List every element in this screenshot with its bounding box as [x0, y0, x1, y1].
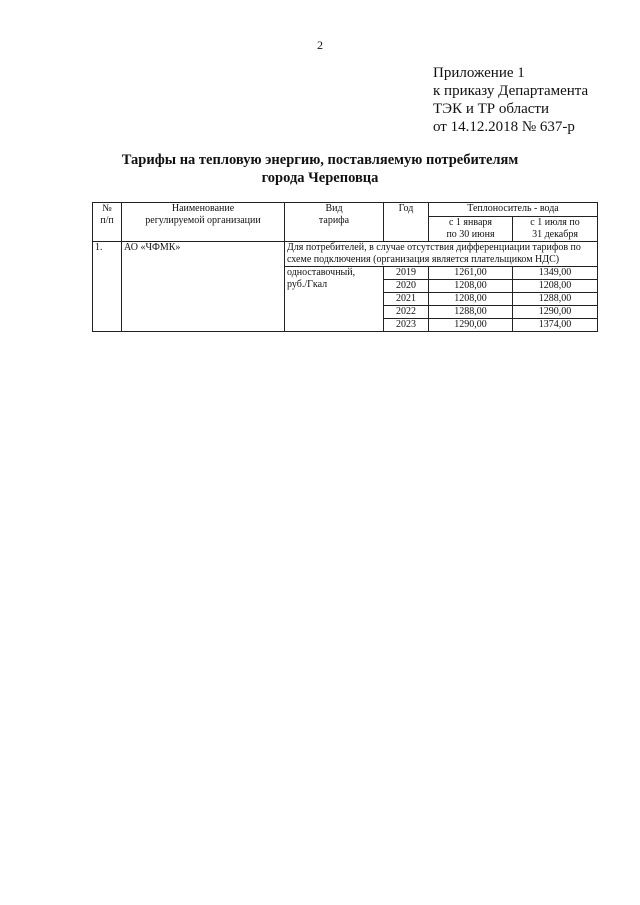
- header-number-line-2: п/п: [100, 215, 114, 226]
- table-header-row-1: [93, 203, 598, 217]
- cell-organization: АО «ЧФМК»: [122, 242, 285, 332]
- header-tariff-type-line-1: Вид: [325, 203, 343, 214]
- appendix-block: [433, 64, 588, 136]
- cell-tariff-second-half: 1374,00: [513, 319, 598, 332]
- tariff-type-line-2: руб./Гкал: [287, 279, 328, 290]
- cell-tariff-second-half: 1290,00: [513, 306, 598, 319]
- header-tariff-type-line-2: тарифа: [318, 215, 350, 226]
- header-first-half: [429, 217, 513, 242]
- appendix-line-3: ТЭК и ТР области: [433, 101, 549, 117]
- header-organization: [122, 203, 285, 242]
- cell-tariff-second-half: 1288,00: [513, 293, 598, 306]
- cell-tariff-first-half: 1261,00: [429, 267, 513, 280]
- cell-tariff-first-half: 1208,00: [429, 293, 513, 306]
- cell-tariff-second-half: 1349,00: [513, 267, 598, 280]
- cell-tariff-first-half: 1290,00: [429, 319, 513, 332]
- cell-year: 2020: [384, 280, 429, 293]
- cell-year: 2022: [384, 306, 429, 319]
- header-organization-line-1: Наименование: [171, 203, 235, 214]
- tariff-table: [92, 202, 598, 332]
- cell-year: 2019: [384, 267, 429, 280]
- cell-tariff-first-half: 1288,00: [429, 306, 513, 319]
- header-second-half: [513, 217, 598, 242]
- header-tariff-type: [285, 203, 384, 242]
- header-first-half-line-2: по 30 июня: [446, 229, 495, 240]
- page-number: 2: [317, 38, 323, 52]
- header-year: Год: [384, 203, 429, 242]
- cell-tariff-first-half: 1208,00: [429, 280, 513, 293]
- header-number-line-1: №: [102, 203, 112, 214]
- header-heat-carrier: Теплоноситель - вода: [429, 203, 598, 217]
- cell-year: 2023: [384, 319, 429, 332]
- cell-consumer-note: Для потребителей, в случае отсутствия дифференциации тарифов по схеме подключения (организация является плательщиком НДС): [285, 242, 598, 267]
- header-number: [93, 203, 122, 242]
- header-second-half-line-2: 31 декабря: [532, 229, 578, 240]
- cell-tariff-second-half: 1208,00: [513, 280, 598, 293]
- appendix-line-2: к приказу Департамента: [433, 83, 589, 99]
- title-line-1: Тарифы на тепловую энергию, поставляемую потребителям: [121, 152, 519, 168]
- tariff-type-line-1: одноставочный,: [287, 267, 356, 278]
- title-line-2: города Череповца: [261, 170, 379, 186]
- table-row-note: [93, 242, 598, 267]
- header-first-half-line-1: с 1 января: [448, 217, 493, 228]
- cell-year: 2021: [384, 293, 429, 306]
- header-second-half-line-1: с 1 июля по: [530, 217, 580, 228]
- document-title: [0, 151, 640, 187]
- cell-row-number: 1.: [93, 242, 122, 332]
- appendix-line-4: от 14.12.2018 № 637-р: [433, 119, 575, 135]
- appendix-line-1: Приложение 1: [433, 65, 525, 81]
- header-organization-line-2: регулируемой организации: [145, 215, 261, 226]
- cell-tariff-type: [285, 267, 384, 332]
